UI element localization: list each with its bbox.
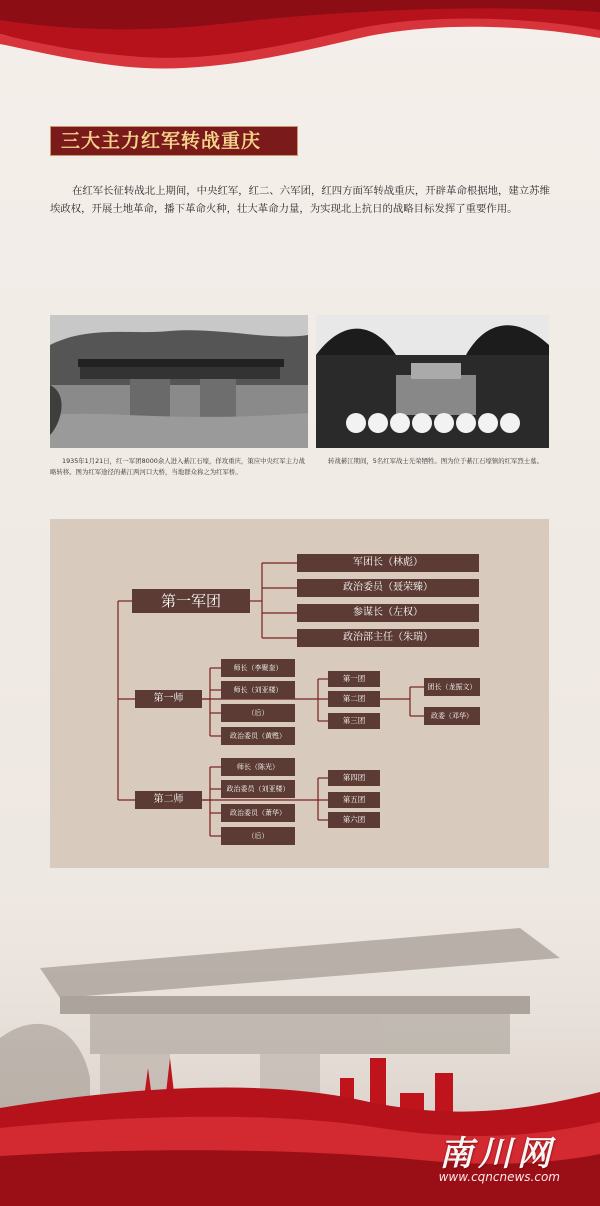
division-node: 第二师 (135, 791, 202, 809)
martyrs-tomb-photo (316, 315, 549, 448)
division-staff: 政治委员（刘亚楼） (221, 780, 295, 798)
intro-paragraph: 在红军长征转战北上期间，中央红军，红二、六军团，红四方面军转战重庆，开辟革命根据地，建立苏维埃政权，开展土地革命，播下革命火种，壮大革命力量，为实现北上抗日的战略目标发挥了重要作用。 (50, 185, 550, 215)
division-node: 第一师 (135, 690, 202, 708)
regiment-node: 第二团 (328, 691, 380, 707)
division-staff: 师长（陈光） (221, 758, 295, 776)
site-brand-logo: 南川网 (439, 1134, 556, 1174)
regiment-node: 第六团 (328, 812, 380, 828)
org-root-child: 政治委员（聂荣臻） (297, 579, 479, 597)
red-army-bridge-photo (50, 315, 308, 448)
regiment-staff: 团长（龙振文） (424, 678, 480, 696)
regiment-node: 第三团 (328, 713, 380, 729)
regiment-node: 第四团 (328, 770, 380, 786)
division-staff: （后） (221, 827, 295, 845)
division-staff: （后） (221, 704, 295, 722)
division-staff: 师长（刘亚楼） (221, 681, 295, 699)
regiment-node: 第五团 (328, 792, 380, 808)
org-chart (50, 519, 549, 868)
photo2-caption: 转战綦江期间，5名红军战士光荣牺牲。图为位于綦江石壕镇的红军烈士墓。 (328, 457, 543, 465)
regiment-staff: 政委（邓华） (424, 707, 480, 725)
division-staff: 政治委员（黄甦） (221, 727, 295, 745)
top-red-ribbon (0, 0, 600, 90)
division-staff: 政治委员（萧华） (221, 804, 295, 822)
photo1-caption: 1935年1月21日，红一军团8000余人进入綦江石壕，佯攻重庆，策应中央红军主力战略转移。图为红军途径的綦江两河口大桥，当地群众称之为红军桥。 (50, 457, 305, 476)
regiment-node: 第一团 (328, 671, 380, 687)
site-url: www.cqncnews.com (438, 1170, 560, 1184)
page-title: 三大主力红军转战重庆 (50, 126, 298, 156)
org-root-child: 参谋长（左权） (297, 604, 479, 622)
org-root-node: 第一军团 (132, 589, 250, 613)
org-root-child: 军团长（林彪） (297, 554, 479, 572)
division-staff: 师长（李聚奎） (221, 659, 295, 677)
org-root-child: 政治部主任（朱瑞） (297, 629, 479, 647)
